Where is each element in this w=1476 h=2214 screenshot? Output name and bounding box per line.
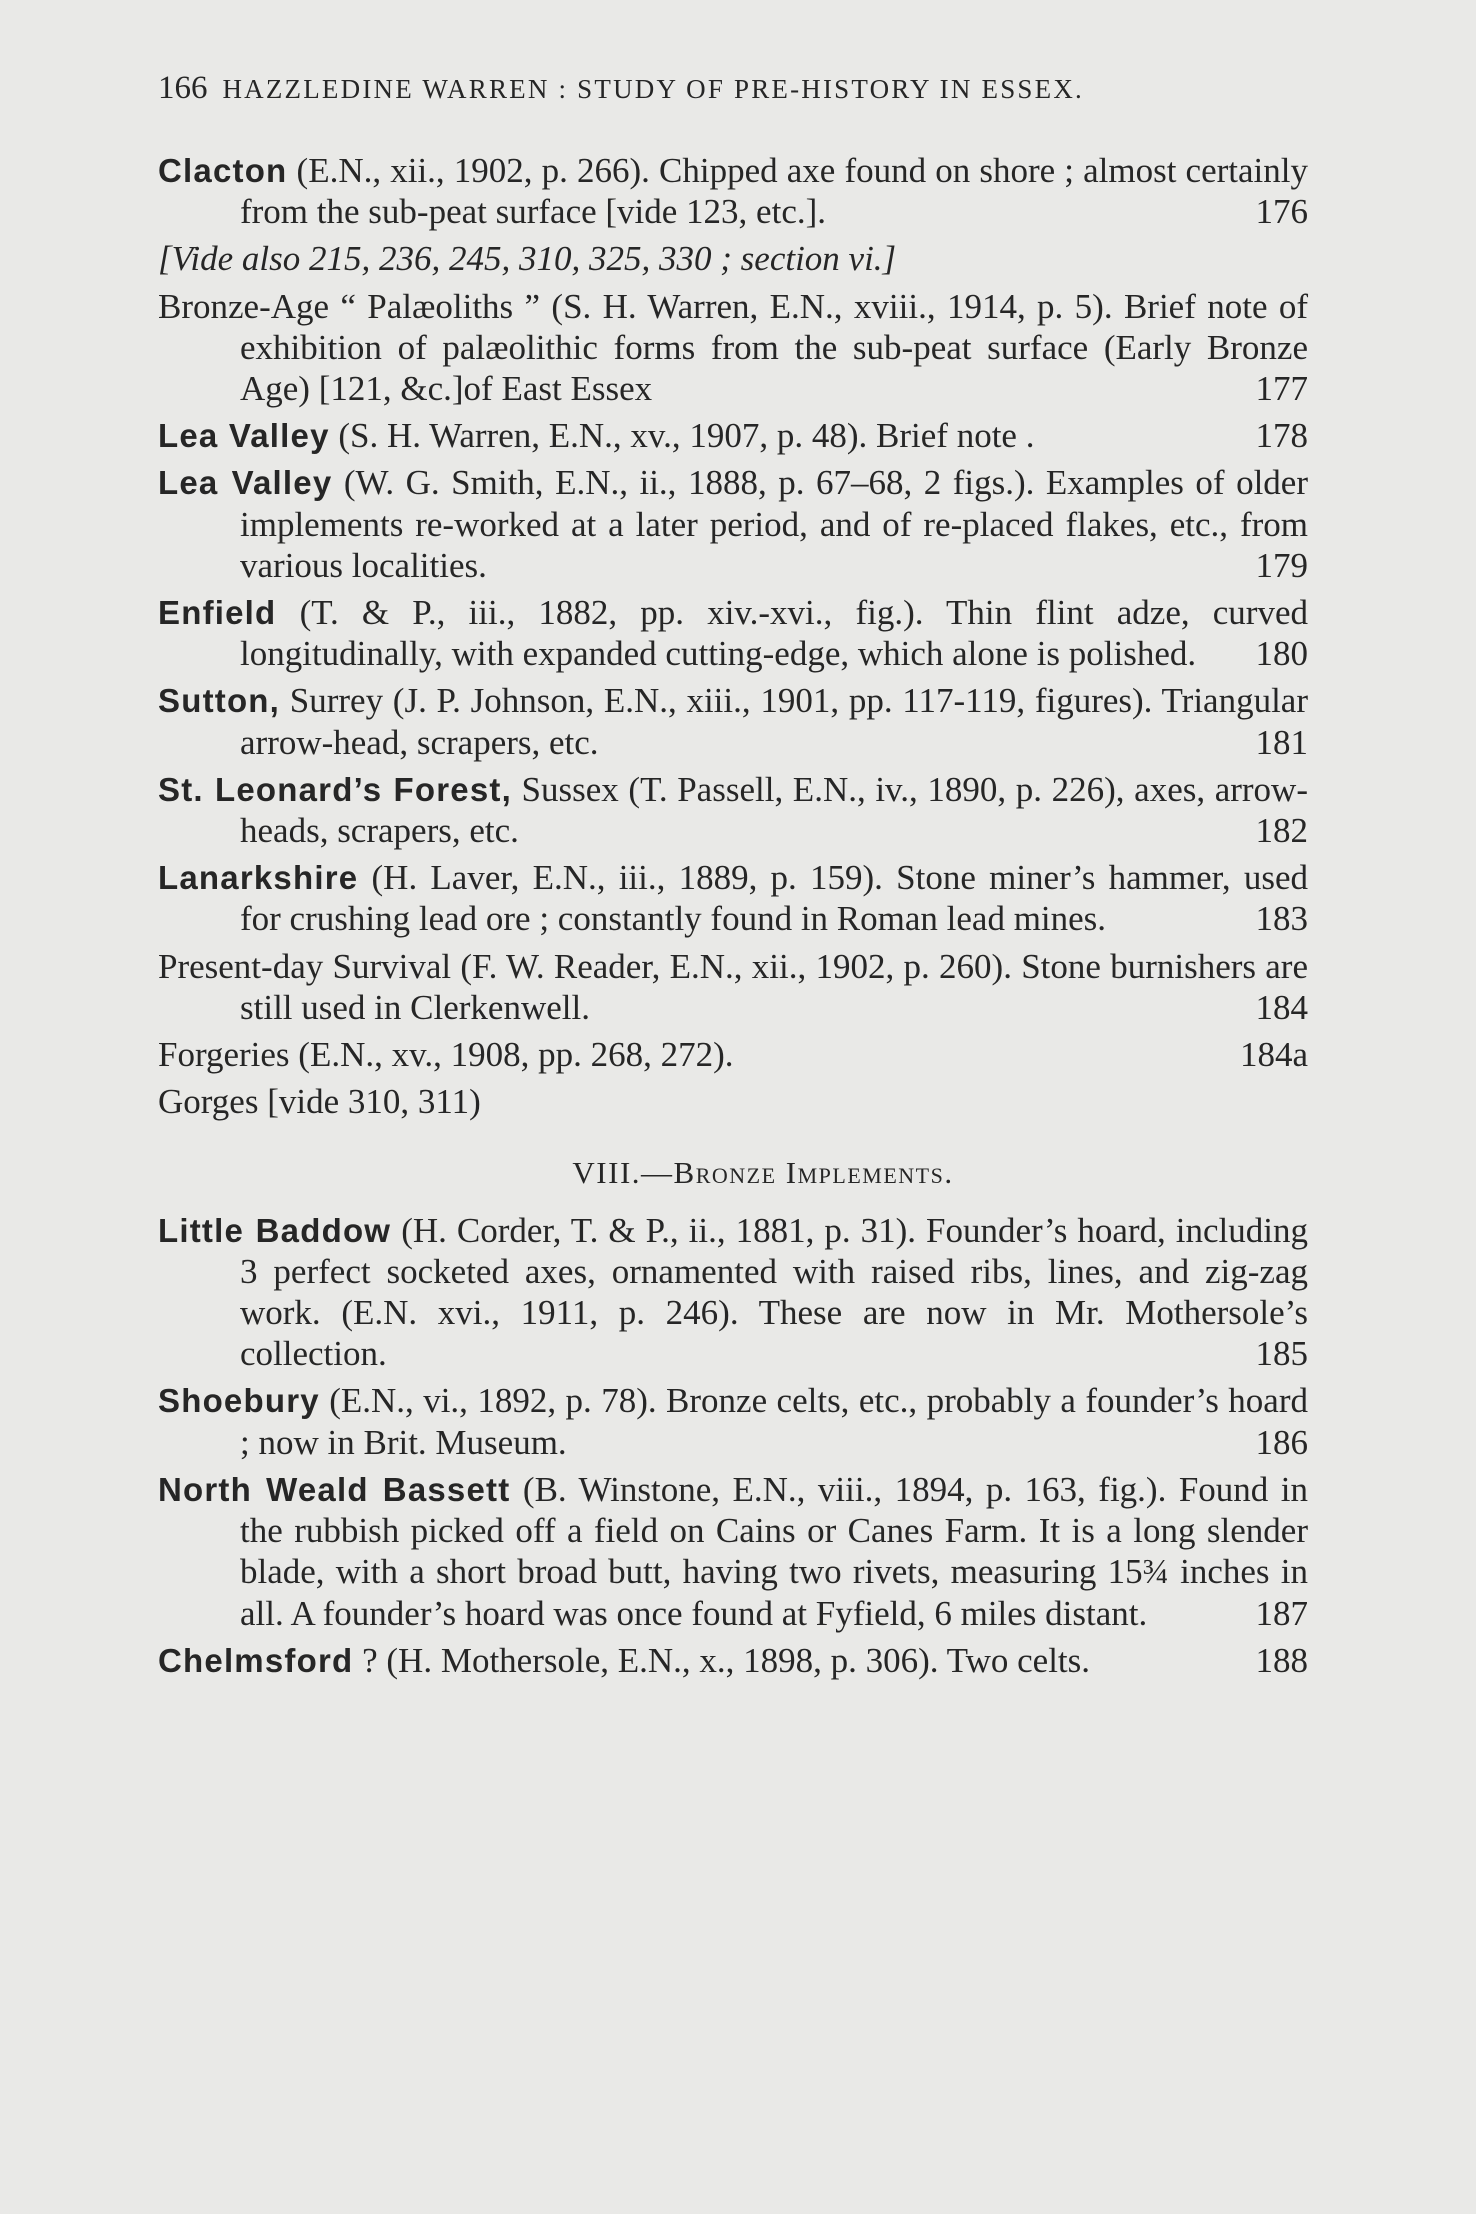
entry-number: 188 xyxy=(1255,1640,1308,1680)
entry-182 xyxy=(158,769,1308,851)
entry-number: 180 xyxy=(1255,634,1308,674)
entry-187 xyxy=(158,1469,1308,1634)
entry-number: 177 xyxy=(1255,369,1308,409)
entry-178 xyxy=(158,415,1308,456)
entry-gorges xyxy=(158,1081,1308,1122)
entry-186 xyxy=(158,1380,1308,1462)
entry-176 xyxy=(158,150,1308,232)
entry-heading: St. Leonard’s Forest, xyxy=(158,770,512,808)
entry-number: 181 xyxy=(1255,722,1308,762)
entry-184 xyxy=(158,946,1308,1028)
entry-number: 183 xyxy=(1255,899,1308,939)
entry-heading: Lea Valley xyxy=(158,464,333,502)
entry-185 xyxy=(158,1210,1308,1375)
entry-text: ? (H. Mothersole, E.N., x., 1898, p. 306). Two celts. xyxy=(353,1640,1091,1680)
entry-number: 185 xyxy=(1255,1334,1308,1374)
entry-text: Present-day Survival (F. W. Reader, E.N., xii., 1902, p. 260). Stone burnishers are still used in Clerkenwell. xyxy=(158,946,1308,1027)
entry-number: 184 xyxy=(1255,987,1308,1027)
entry-180 xyxy=(158,592,1308,674)
entry-184a xyxy=(158,1034,1308,1075)
entry-text: Forgeries (E.N., xv., 1908, pp. 268, 272). xyxy=(158,1035,734,1075)
entry-heading: Clacton xyxy=(158,152,288,189)
page-number: 166 xyxy=(158,70,208,106)
running-head xyxy=(158,70,1318,107)
entry-177 xyxy=(158,286,1308,410)
section-heading: VIII.—Bronze Implements. xyxy=(572,1155,954,1191)
entry-heading: Chelmsford xyxy=(158,1641,354,1679)
entry-188 xyxy=(158,1640,1308,1681)
entry-text: Bronze-Age “ Palæoliths ” (S. H. Warren, E.N., xviii., 1914, p. 5). Brief note of exhibition of palæolithic forms from the sub-peat surface (Early Bronze Age) [121, &c.]of East Essex xyxy=(158,286,1308,409)
entry-number: 179 xyxy=(1255,545,1308,585)
entry-number: 184a xyxy=(1239,1035,1308,1075)
entry-number: 178 xyxy=(1255,416,1308,456)
entry-text: (E.N., xii., 1902, p. 266). Chipped axe found on shore ; almost certainly from the sub-peat surface [vide 123, etc.]. xyxy=(240,151,1308,232)
entry-text: (E.N., vi., 1892, p. 78). Bronze celts, etc., probably a founder’s hoard ; now in Brit. Museum. xyxy=(240,1381,1308,1462)
entry-183 xyxy=(158,857,1308,939)
entry-heading: Shoebury xyxy=(158,1382,320,1420)
entry-text: Surrey (J. P. Johnson, E.N., xiii., 1901, pp. 117-119, figures). Triangular arrow-head, scrapers, etc. xyxy=(240,681,1308,762)
entry-heading: Lanarkshire xyxy=(158,859,359,897)
entry-text: (H. Laver, E.N., iii., 1889, p. 159). Stone miner’s hammer, used for crushing lead ore ; constantly found in Roman lead mines. xyxy=(240,858,1308,939)
entry-number: 187 xyxy=(1255,1593,1308,1633)
entry-text: Gorges [vide 310, 311) xyxy=(158,1082,481,1122)
entry-text: (B. Winstone, E.N., viii., 1894, p. 163, fig.). Found in the rubbish picked off a field on Cains or Canes Farm. It is a long slender blade, with a short broad butt, having two rivets, measuring 15¾ inches in all. A founder’s hoard was once found at Fyfield, 6 miles distant. xyxy=(240,1469,1309,1633)
entry-text: Sussex (T. Passell, E.N., iv., 1890, p. 226), axes, arrow-heads, scrapers, etc. xyxy=(240,769,1308,851)
entry-text: (H. Corder, T. & P., ii., 1881, p. 31). Founder’s hoard, including 3 perfect socketed axes, ornamented with raised ribs, lines, and zig-zag work. (E.N. xvi., 1911, p. 246). These are now in Mr. Mothersole’s collection. xyxy=(240,1210,1309,1374)
entry-181 xyxy=(158,680,1308,762)
entry-179 xyxy=(158,462,1308,586)
entry-text: (W. G. Smith, E.N., ii., 1888, p. 67–68, 2 figs.). Examples of older implements re-worked at a later period, and of re-placed flakes, etc., from various localities. xyxy=(240,463,1308,585)
entry-heading: Sutton, xyxy=(158,682,281,720)
entry-number: 176 xyxy=(1255,192,1308,232)
entry-heading: Little Baddow xyxy=(158,1211,392,1249)
entry-text: [Vide also 215, 236, 245, 310, 325, 330 ; section vi.] xyxy=(158,239,897,279)
entry-number: 182 xyxy=(1255,811,1308,851)
entry-heading: North Weald Bassett xyxy=(158,1470,511,1508)
entry-heading: Lea Valley xyxy=(158,417,330,455)
bibliography-entries xyxy=(158,150,1308,1687)
entry-number: 186 xyxy=(1255,1422,1308,1462)
entry-vide-also xyxy=(158,238,1308,279)
running-title: HAZZLEDINE WARREN : STUDY OF PRE-HISTORY IN ESSEX. xyxy=(222,74,1084,104)
entry-heading: Enfield xyxy=(158,594,277,632)
entry-text: (S. H. Warren, E.N., xv., 1907, p. 48). Brief note . xyxy=(329,416,1035,456)
entry-text: (T. & P., iii., 1882, pp. xiv.-xvi., fig.). Thin flint adze, curved longitudinally, with expanded cutting-edge, which alone is polished. xyxy=(240,593,1308,674)
